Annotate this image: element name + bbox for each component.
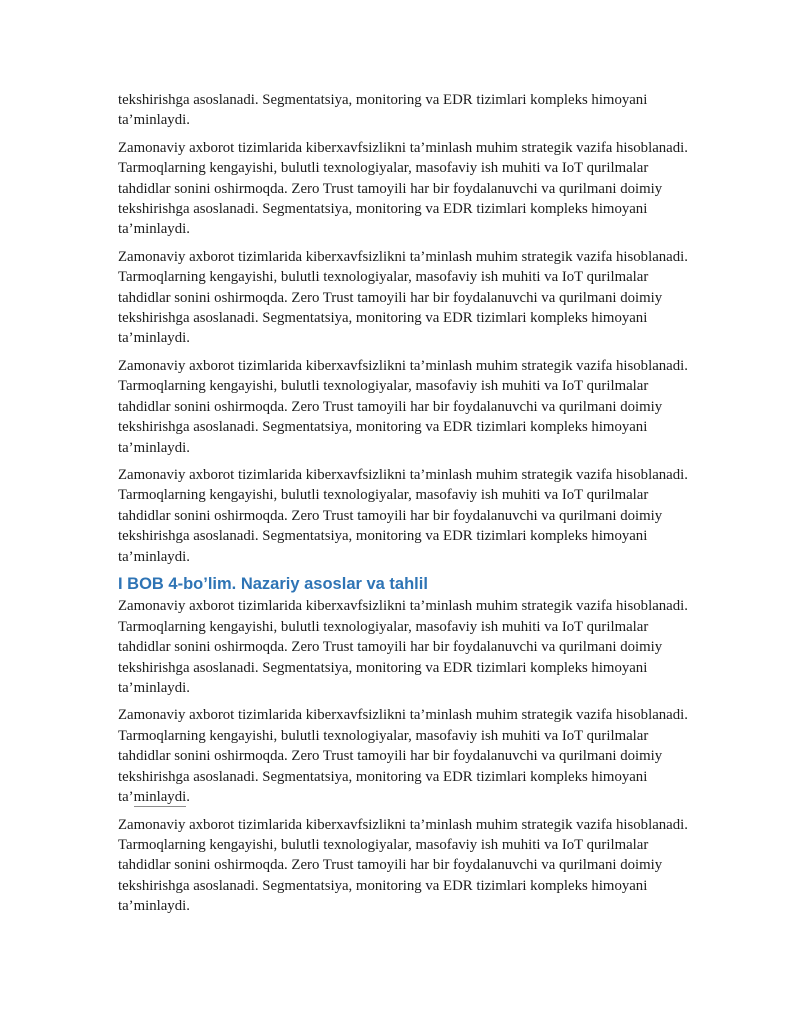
paragraph: Zamonaviy axborot tizimlarida kiberxavfsizlikni ta’minlash muhim strategik vazifa hisoblanadi. Tarmoqlarning kengayishi, bulutli texnologiyalar, masofaviy ish muhiti va IoT qurilmalar tahdidlar sonini oshirmoqda. Zero Trust tamoyili har bir foydalanuvchi va qurilmani doimiy tekshirishga asoslanadi. Segmentatsiya, monitoring va EDR tizimlari kompleks himoyani ta’minlaydi. bbox=[118, 466, 688, 565]
section-heading: I BOB 4-bo’lim. Nazariy asoslar va tahlil bbox=[118, 574, 428, 593]
paragraph: Zamonaviy axborot tizimlarida kiberxavfsizlikni ta’minlash muhim strategik vazifa hisoblanadi. Tarmoqlarning kengayishi, bulutli texnologiyalar, masofaviy ish muhiti va IoT qurilmalar tahdidlar sonini oshirmoqda. Zero Trust tamoyili har bir foydalanuvchi va qurilmani doimiy tekshirishga asoslanadi. Segmentatsiya, monitoring va EDR tizimlari kompleks himoyani ta’minlaydi. bbox=[118, 598, 688, 697]
paragraph: Zamonaviy axborot tizimlarida kiberxavfsizlikni ta’minlash muhim strategik vazifa hisoblanadi. Tarmoqlarning kengayishi, bulutli texnologiyalar, masofaviy ish muhiti va IoT qurilmalar tahdidlar sonini oshirmoqda. Zero Trust tamoyili har bir foydalanuvchi va qurilmani doimiy tekshirishga asoslanadi. Segmentatsiya, monitoring va EDR tizimlari kompleks himoyani ta’minlaydi. bbox=[118, 357, 688, 456]
paragraph-text-tail: . bbox=[186, 789, 190, 806]
document-content bbox=[118, 0, 690, 924]
underlined-word: minlaydi bbox=[133, 789, 187, 806]
paragraph: Zamonaviy axborot tizimlarida kiberxavfsizlikni ta’minlash muhim strategik vazifa hisoblanadi. Tarmoqlarning kengayishi, bulutli texnologiyalar, masofaviy ish muhiti va IoT qurilmalar tahdidlar sonini oshirmoqda. Zero Trust tamoyili har bir foydalanuvchi va qurilmani doimiy tekshirishga asoslanadi. Segmentatsiya, monitoring va EDR tizimlari kompleks himoyani ta’minlaydi. bbox=[118, 139, 688, 238]
paragraph-continuation: tekshirishga asoslanadi. Segmentatsiya, monitoring va EDR tizimlari kompleks himoyani ta’minlaydi. bbox=[118, 92, 648, 129]
paragraph bbox=[118, 705, 690, 807]
paragraph: Zamonaviy axborot tizimlarida kiberxavfsizlikni ta’minlash muhim strategik vazifa hisoblanadi. Tarmoqlarning kengayishi, bulutli texnologiyalar, masofaviy ish muhiti va IoT qurilmalar tahdidlar sonini oshirmoqda. Zero Trust tamoyili har bir foydalanuvchi va qurilmani doimiy tekshirishga asoslanadi. Segmentatsiya, monitoring va EDR tizimlari kompleks himoyani ta’minlaydi. bbox=[118, 248, 688, 347]
paragraph: Zamonaviy axborot tizimlarida kiberxavfsizlikni ta’minlash muhim strategik vazifa hisoblanadi. Tarmoqlarning kengayishi, bulutli texnologiyalar, masofaviy ish muhiti va IoT qurilmalar tahdidlar sonini oshirmoqda. Zero Trust tamoyili har bir foydalanuvchi va qurilmani doimiy tekshirishga asoslanadi. Segmentatsiya, monitoring va EDR tizimlari kompleks himoyani ta’minlaydi. bbox=[118, 816, 688, 915]
paragraph-text-lead: Zamonaviy axborot tizimlarida kiberxavfsizlikni ta’minlash muhim strategik vazifa hisoblanadi. Tarmoqlarning kengayishi, bulutli texnologiyalar, masofaviy ish muhiti va IoT qurilmalar tahdidlar sonini oshirmoqda. Zero Trust tamoyili har bir foydalanuvchi va qurilmani doimiy tekshirishga asoslanadi. Segmentatsiya, monitoring va EDR tizimlari kompleks himoyani ta’ bbox=[118, 707, 688, 806]
